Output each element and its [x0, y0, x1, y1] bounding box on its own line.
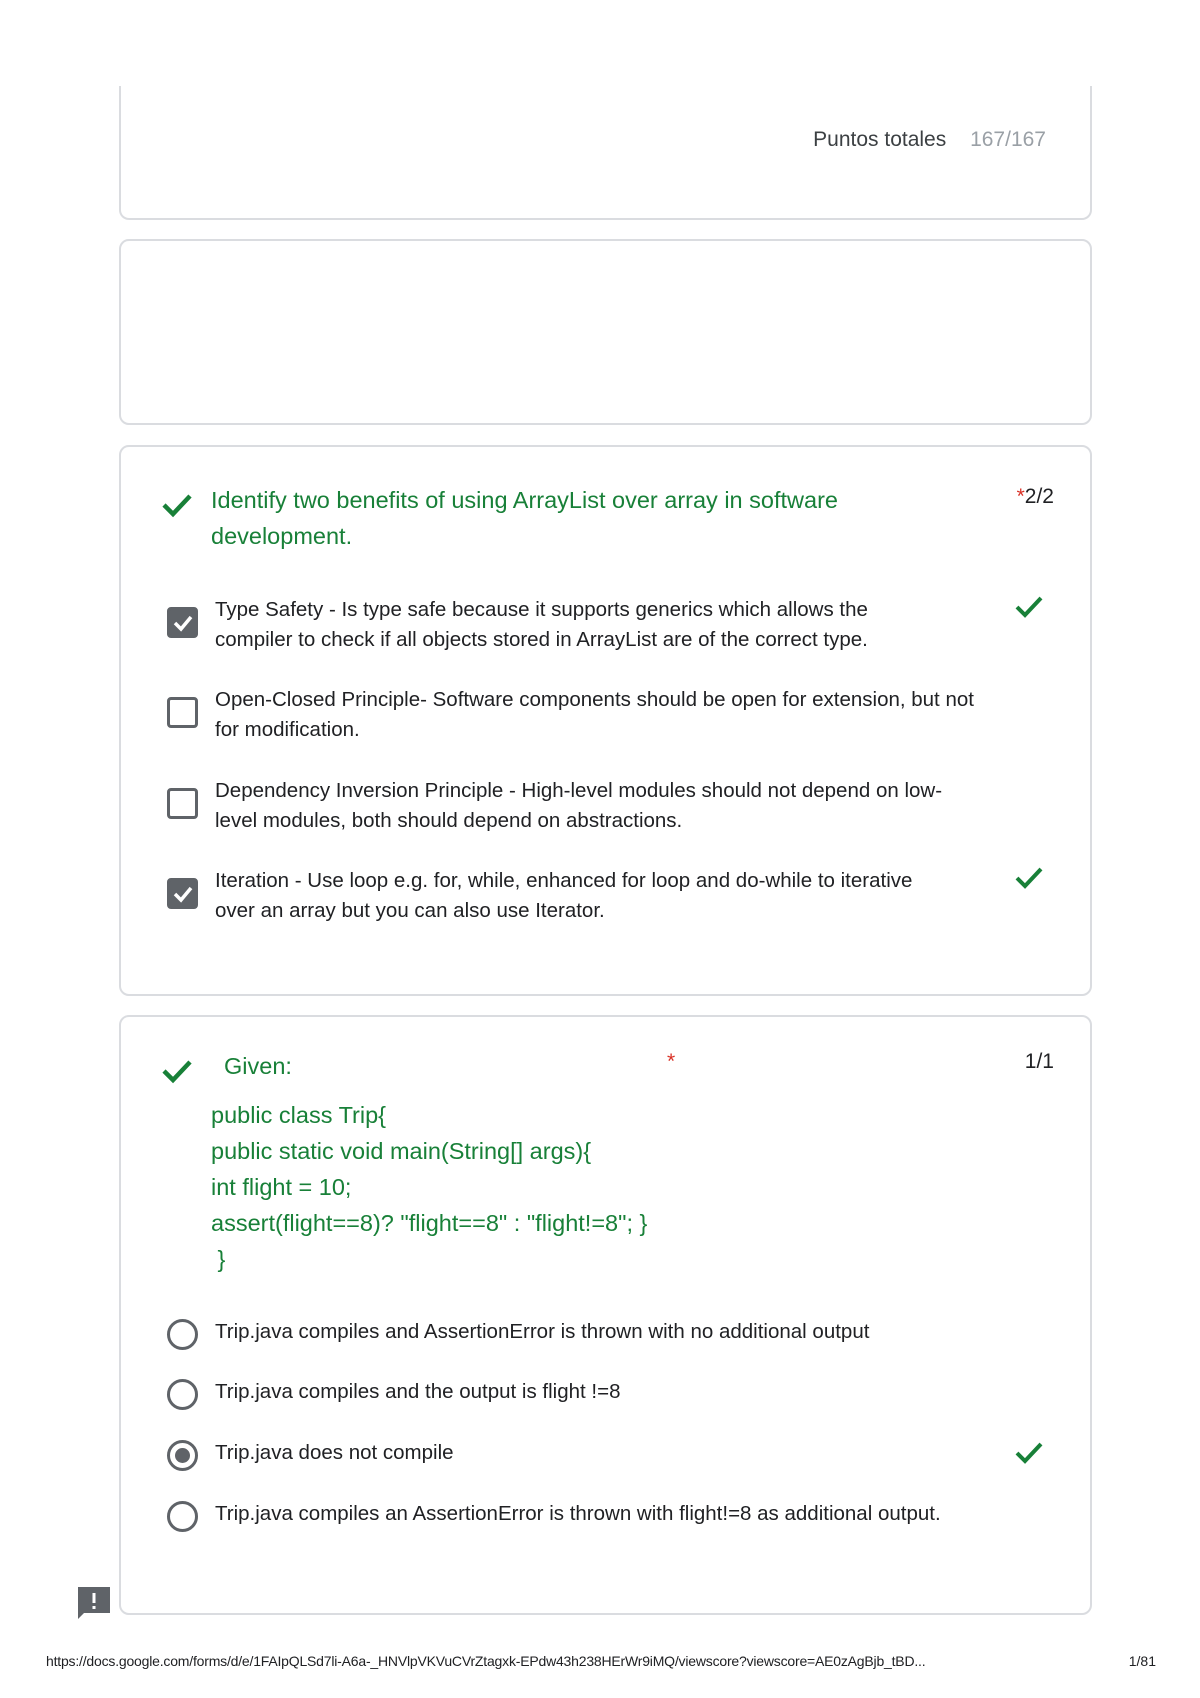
required-asterisk: * [667, 1050, 676, 1073]
correct-check-icon [1014, 1440, 1044, 1466]
total-points-value: 167/167 [970, 128, 1046, 151]
code-line: int flight = 10; [211, 1174, 352, 1200]
option-label: Trip.java compiles an AssertionError is thrown with flight!=8 as additional output. [215, 1502, 941, 1525]
correct-check-icon [161, 491, 193, 519]
checkbox-unchecked-icon[interactable] [167, 697, 198, 728]
total-points-label: Puntos totales [813, 128, 947, 151]
radio-option-assertionerror-no-output[interactable] [167, 1317, 1047, 1353]
option-label: Trip.java does not compile [215, 1441, 454, 1464]
checkbox-unchecked-icon[interactable] [167, 788, 198, 819]
points-value: 2/2 [1024, 485, 1054, 508]
footer-url: https://docs.google.com/forms/d/e/1FAIpQLSd7li-A6a-_HNVlpVKVuCVrZtagxk-EPdw43h238HErWr9iMQ/viewscore?viewscore=AE0zAgBjb_tBD... [46, 1653, 926, 1669]
question-points: 1/1 [1024, 1050, 1054, 1073]
question-title: Identify two benefits of using ArrayList over array in software development. [211, 487, 838, 549]
checkbox-option-iteration[interactable] [167, 866, 1047, 930]
radio-button-icon[interactable] [167, 1379, 198, 1410]
radio-button-icon[interactable] [167, 1319, 198, 1350]
checkbox-checked-icon[interactable] [167, 607, 198, 638]
checkbox-checked-icon[interactable] [167, 878, 198, 909]
code-line: public static void main(String[] args){ [211, 1138, 592, 1164]
radio-option-output-flight[interactable] [167, 1377, 1047, 1413]
question-code [211, 1097, 647, 1277]
option-label: Iteration - Use loop e.g. for, while, enhanced for loop and do-while to iterative over an array but you can also use Iterator. [215, 869, 913, 922]
radio-button-selected-icon[interactable] [167, 1440, 198, 1471]
option-label: Trip.java compiles and the output is flight !=8 [215, 1380, 621, 1403]
code-line: assert(flight==8)? "flight==8" : "flight!=8"; } [211, 1210, 648, 1236]
question-points [1017, 485, 1054, 509]
option-label: Trip.java compiles and AssertionError is thrown with no additional output [215, 1320, 870, 1343]
footer-page-number: 1/81 [1128, 1653, 1156, 1669]
question-title: Given: [224, 1053, 292, 1079]
score-summary-card [119, 86, 1092, 220]
radio-option-does-not-compile[interactable] [167, 1438, 1047, 1474]
option-label: Type Safety - Is type safe because it supports generics which allows the compiler to check if all objects stored in ArrayList are of the correct type. [215, 598, 868, 651]
correct-check-icon [1014, 865, 1044, 891]
total-points [813, 128, 1046, 152]
option-label: Open-Closed Principle- Software components should be open for extension, but not for modification. [215, 688, 974, 741]
radio-button-icon[interactable] [167, 1501, 198, 1532]
checkbox-option-type-safety[interactable] [167, 595, 1047, 659]
correct-check-icon [1014, 594, 1044, 620]
code-line: } [211, 1246, 226, 1272]
question-card-arraylist [119, 445, 1092, 996]
required-asterisk: * [1016, 485, 1025, 508]
radio-option-assertionerror-with-output[interactable] [167, 1499, 1047, 1535]
feedback-icon[interactable] [78, 1587, 110, 1623]
code-line: public class Trip{ [211, 1102, 387, 1128]
option-label: Dependency Inversion Principle - High-level modules should not depend on low- level modules, both should depend on abstractions. [215, 779, 943, 832]
checkbox-option-dependency-inversion[interactable] [167, 776, 1047, 840]
blank-card [119, 239, 1092, 425]
question-card-trip [119, 1015, 1092, 1615]
correct-check-icon [161, 1057, 193, 1085]
checkbox-option-open-closed[interactable] [167, 685, 1047, 749]
